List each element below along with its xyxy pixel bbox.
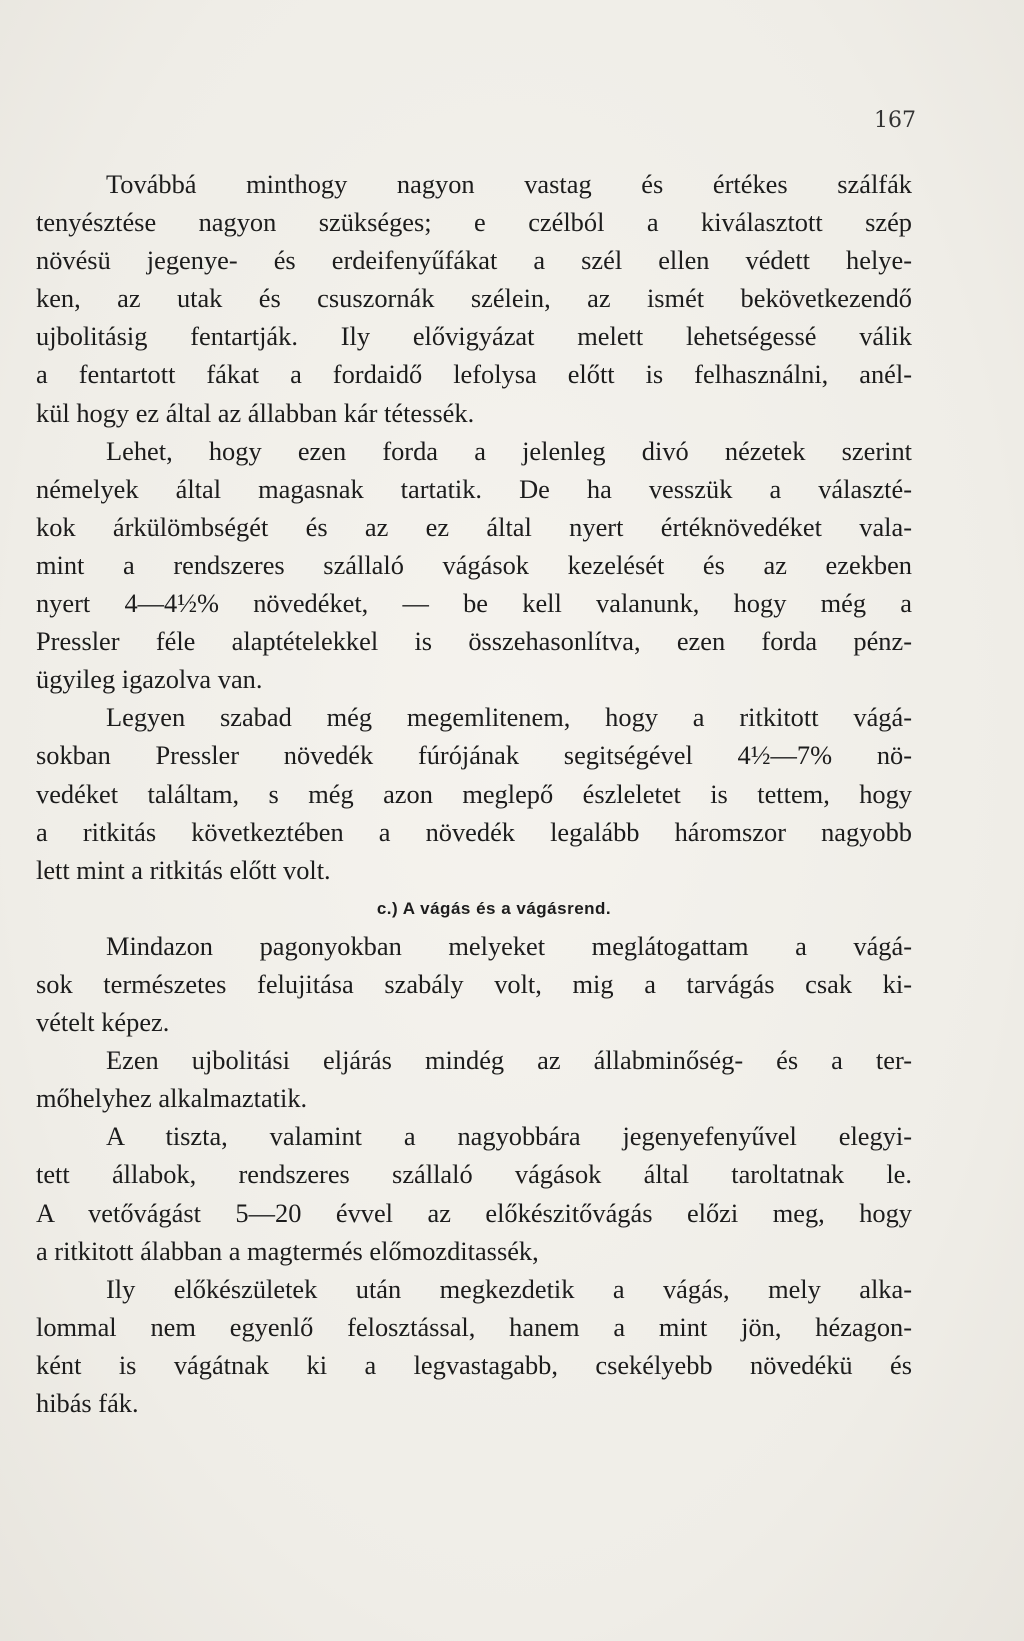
text-line: A tiszta, valamint a nagyobbára jegenyefenyűvel elegyi- [106, 1121, 912, 1152]
text-line: Ezen ujbolitási eljárás mindég az állabminőség- és a ter- [106, 1045, 912, 1076]
text-line: a fentartott fákat a fordaidő lefolysa előtt is felhasználni, anél- [36, 359, 912, 390]
text-line: Továbbá minthogy nagyon vastag és értékes szálfák [106, 169, 912, 199]
text-line: Pressler féle alaptételekkel is összehasonlítva, ezen forda pénz- [36, 626, 912, 657]
text-line: némelyek által magasnak tartatik. De ha vesszük a választé- [36, 473, 912, 504]
text-line: mint a rendszeres szállaló vágások kezelését és az ezekben [36, 549, 912, 580]
text-line: tett állabok, rendszeres szállaló vágások által taroltatnak le. [36, 1159, 912, 1190]
text-line: nyert 4—4½% növedéket, — be kell valanunk, hogy még a [36, 588, 912, 619]
text-line: tenyésztése nagyon szükséges; e czélból a kiválasztott szép [36, 207, 912, 238]
text-line: ként is vágátnak ki a legvastagabb, csekélyebb növedékü és [36, 1349, 912, 1380]
text-line: sok természetes felujitása szabály volt, mig a tarvágás csak ki- [36, 968, 912, 999]
text-line: kül hogy ez által az állabban kár tétessék. [36, 397, 475, 428]
text-line: ügyileg igazolva van. [36, 664, 263, 695]
text-line: A vetővágást 5—20 évvel az előkészitővágás előzi meg, hogy [36, 1197, 912, 1228]
text-line: kok árkülömbségét és az ez által nyert értéknövedéket vala- [36, 511, 912, 542]
text-line: Ily előkészületek után megkezdetik a vágás, mely alka- [106, 1273, 912, 1304]
text-line: ujbolitásig fentartják. Ily elővigyázat melett lehetségessé válik [36, 321, 912, 352]
text-line: a ritkitás következtében a növedék legalább háromszor nagyobb [36, 816, 912, 847]
text-line: hibás fák. [36, 1388, 139, 1418]
section-heading: c.) A vágás és a vágásrend. [376, 898, 612, 918]
body-text [36, 165, 912, 1422]
text-line: mőhelyhez alkalmaztatik. [36, 1083, 308, 1114]
text-line: lett mint a ritkitás előtt volt. [36, 854, 331, 885]
text-line: Mindazon pagonyokban melyeket meglátogattam a vágá- [106, 930, 912, 961]
text-line: vételt képez. [36, 1007, 170, 1038]
text-line: növésü jegenye- és erdeifenyűfákat a szél ellen védett helye- [36, 245, 912, 276]
text-line: Legyen szabad még megemlitenem, hogy a ritkitott vágá- [106, 702, 912, 733]
page-number: 167 [874, 108, 916, 133]
text-line: lommal nem egyenlő felosztással, hanem a mint jön, hézagon- [36, 1311, 912, 1342]
text-line: a ritkitott álabban a magtermés előmozditassék, [36, 1235, 539, 1266]
text-line: ken, az utak és csuszornák szélein, az ismét bekövetkezendő [36, 283, 912, 314]
text-line: vedéket találtam, s még azon meglepő észleletet is tettem, hogy [36, 778, 912, 809]
text-line: Lehet, hogy ezen forda a jelenleg divó nézetek szerint [106, 435, 912, 466]
text-line: sokban Pressler növedék fúrójának segitségével 4½—7% nö- [36, 740, 912, 771]
